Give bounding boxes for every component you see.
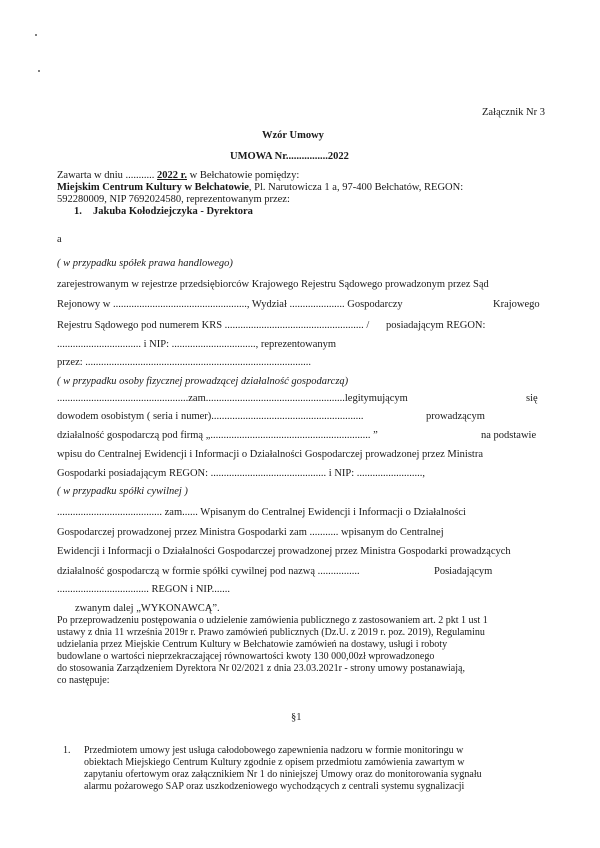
intro-prefix: Zawarta w dniu (57, 170, 123, 181)
civil-line-1: ........................................ zam...... Wpisanym do Centralnej Ewidencji i Informacji o Działalności (57, 507, 466, 518)
contractor-designation: zwanym dalej „WYKONAWCĄ”. (75, 603, 220, 614)
procedure-line-5: do stosowania Zarządzeniem Dyrektora Nr 02/2021 z dnia 23.03.2021r - strony umowy postanawiają, (57, 663, 465, 674)
company-line-2b: Krajowego (493, 299, 540, 310)
person-line-1a: ..................................................zam.....................................................legitymującym (57, 393, 408, 404)
procedure-line-2: ustawy z dnia 11 września 2019r r. Prawo zamówień publicznych (Dz.U. z 2019 r. poz. 2019), Regulaminu (57, 627, 485, 638)
representative-name: Jakuba Kołodziejczyka - Dyrektora (93, 206, 253, 217)
person-line-2a: dowodem osobistym ( seria i numer).......................................................... (57, 411, 364, 422)
procedure-line-4: budowlane o wartości nieprzekraczającej równowartości kwoty 130 000,00zł wprowadzonego (57, 651, 435, 662)
clause-line-4: alarmu pożarowego SAP oraz uszkodzeniowego wychodzących z centrali systemu sygnalizacji (84, 781, 465, 792)
party-address: , Pl. Narutowicza 1 a, 97-400 Bełchatów, REGON: (248, 182, 464, 193)
person-heading: ( w przypadku osoby fizycznej prowadzącej działalność gospodarczą) (57, 376, 349, 387)
company-line-5: przez: ...................................................................................... (57, 357, 312, 368)
company-line-3b: posiadającym REGON: (386, 320, 486, 331)
intro-line-1 (57, 170, 299, 181)
procedure-line-1: Po przeprowadzeniu postępowania o udzielenie zamówienia publicznego z zastosowaniem art. 2 pkt 1 ust 1 (57, 615, 488, 626)
clause-line-1: Przedmiotem umowy jest usługa całodobowego zapewnienia nadzoru w formie monitoringu w (84, 745, 464, 756)
procedure-line-6: co następuje: (57, 675, 110, 686)
representative-number: 1. (74, 206, 82, 217)
template-title: Wzór Umowy (262, 130, 324, 141)
scan-speck (38, 70, 40, 72)
section-heading: §1 (291, 712, 302, 723)
company-line-4: ................................ i NIP: ................................, reprezentowanym (57, 339, 337, 350)
clause-number: 1. (63, 745, 71, 756)
person-line-3b: na podstawie (481, 430, 537, 441)
person-line-5: Gospodarki posiadającym REGON: ............................................ i NIP: ........................., (57, 468, 426, 479)
company-line-2a: Rejonowy w ..................................................., Wydział ..................... Gospodarczy (57, 299, 403, 310)
intro-year: 2022 r. (157, 170, 187, 181)
intro-suffix: w Bełchatowie pomiędzy: (189, 170, 300, 181)
civil-line-5: ................................... REGON i NIP....... (57, 584, 230, 595)
company-heading: ( w przypadku spółek prawa handlowego) (57, 258, 233, 269)
scan-speck (35, 34, 37, 36)
person-line-1b: się (526, 393, 538, 404)
company-line-3a: Rejestru Sądowego pod numerem KRS ..................................................... / (57, 320, 370, 331)
conjunction-a: a (57, 234, 62, 245)
company-line-1: zarejestrowanym w rejestrze przedsiębiorców Krajowego Rejestru Sądowego prowadzonym przez Sąd (57, 279, 489, 290)
civil-line-2: Gospodarczej prowadzonej przez Ministra Gospodarki zam ........... wpisanym do Centralnej (57, 527, 444, 538)
person-line-4: wpisu do Centralnej Ewidencji i Informacji o Działalności Gospodarczej prowadzonej przez Ministra (57, 449, 483, 460)
intro-date-dots: ........... (125, 170, 155, 181)
clause-line-2: obiektach Miejskiego Centrum Kultury zgodnie z opisem przedmiotu zamówienia zawartym w (84, 757, 465, 768)
person-line-3a: działalność gospodarczą pod firmą „............................................................. ” (57, 430, 378, 441)
intro-line-2 (57, 182, 463, 193)
person-line-2b: prowadzącym (426, 411, 485, 422)
contract-title: UMOWA Nr................2022 (230, 151, 349, 162)
party-name: Miejskim Centrum Kultury w Bełchatowie (57, 182, 249, 193)
civil-heading: ( w przypadku spółki cywilnej ) (57, 486, 188, 497)
intro-line-3: 592280009, NIP 7692024580, reprezentowanym przez: (57, 194, 290, 205)
civil-line-4a: działalność gospodarczą w formie spółki cywilnej pod nazwą ................ (57, 566, 360, 577)
procedure-line-3: udzielania przez Miejskie Centrum Kultury w Bełchatowie zamówień na dostawy, usługi i roboty (57, 639, 448, 650)
attachment-label: Załącznik Nr 3 (482, 107, 545, 118)
clause-line-3: zapytaniu ofertowym oraz załącznikiem Nr 1 do niniejszej Umowy oraz do monitorowania sygnału (84, 769, 482, 780)
civil-line-3: Ewidencji i Informacji o Działalności Gospodarczej prowadzonej przez Ministra Gospodarki prowadzących (57, 546, 511, 557)
civil-line-4b: Posiadającym (434, 566, 493, 577)
